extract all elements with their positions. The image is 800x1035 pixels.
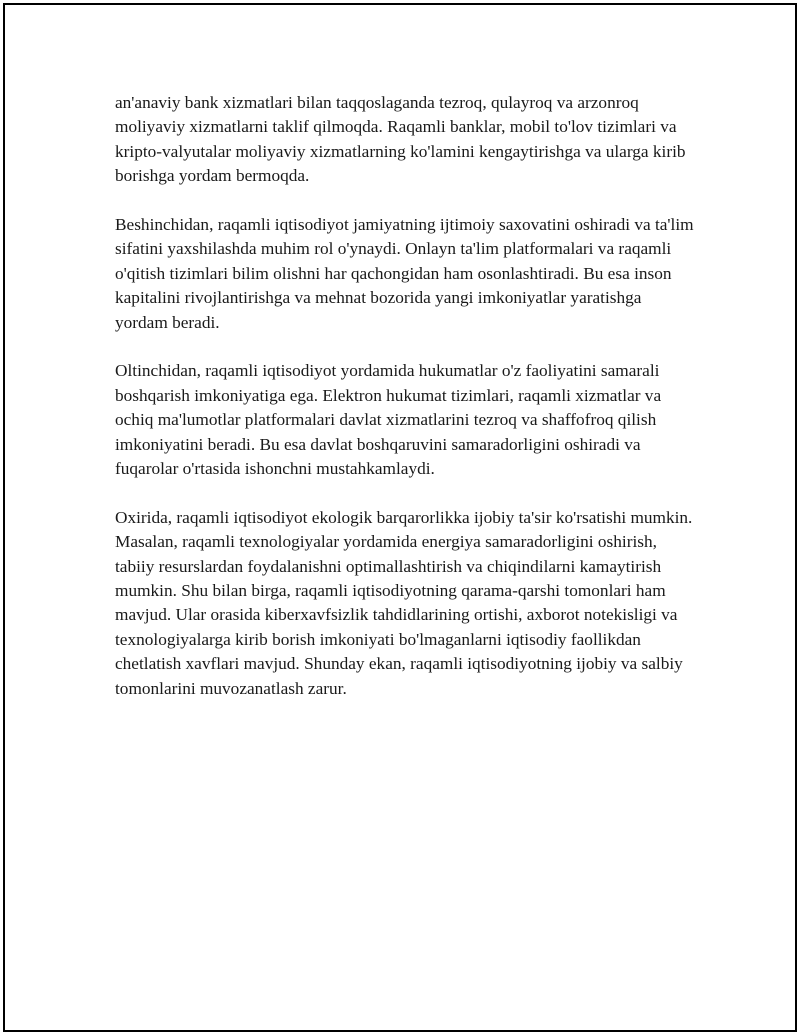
paragraph-4: Oxirida, raqamli iqtisodiyot ekologik barqarorlikka ijobiy ta'sir ko'rsatishi mumkin. Masalan, raqamli texnologiyalar yordamida energiya samaradorligini oshirish, tabiiy resurslardan foydalanishni optimallashtirish va chiqindilarni kamaytirish mumkin. Shu bilan birga, raqamli iqtisodiyotning qarama-qarshi tomonlari ham mavjud. Ular orasida kiberxavfsizlik tahdidlarining ortishi, axborot notekisligi va texnologiyalarga kirib borish imkoniyati bo'lmaganlarni iqtisodiy faollikdan chetlatish xavflari mavjud. Shunday ekan, raqamli iqtisodiyotning ijobiy va salbiy tomonlarini muvozanatlash zarur. — [115, 507, 693, 698]
document-body — [115, 91, 695, 701]
paragraph-3: Oltinchidan, raqamli iqtisodiyot yordamida hukumatlar o'z faoliyatini samarali boshqarish imkoniyatiga ega. Elektron hukumat tizimlari, raqamli xizmatlar va ochiq ma'lumotlar platformalari davlat xizmatlarini tezroq va shaffofroq qilish imkoniyatini beradi. Bu esa davlat boshqaruvini samaradorligini oshiradi va fuqarolar o'rtasida ishonchni mustahkamlaydi. — [115, 361, 662, 479]
paragraph-1: an'anaviy bank xizmatlari bilan taqqoslaganda tezroq, qulayroq va arzonroq moliyaviy xizmatlarni taklif qilmoqda. Raqamli banklar, mobil to'lov tizimlari va kripto-valyutalar moliyaviy xizmatlarning ko'lamini kengaytirishga va ularga kirib borishga yordam bermoqda. — [115, 93, 686, 186]
paragraph-2: Beshinchidan, raqamli iqtisodiyot jamiyatning ijtimoiy saxovatini oshiradi va ta'lim sifatini yaxshilashda muhim rol o'ynaydi. Onlayn ta'lim platformalari va raqamli o'qitish tizimlari bilim olishni har qachongidan ham osonlashtiradi. Bu esa inson kapitalini rivojlantirishga va mehnat bozorida yangi imkoniyatlar yaratishga yordam beradi. — [115, 215, 694, 332]
